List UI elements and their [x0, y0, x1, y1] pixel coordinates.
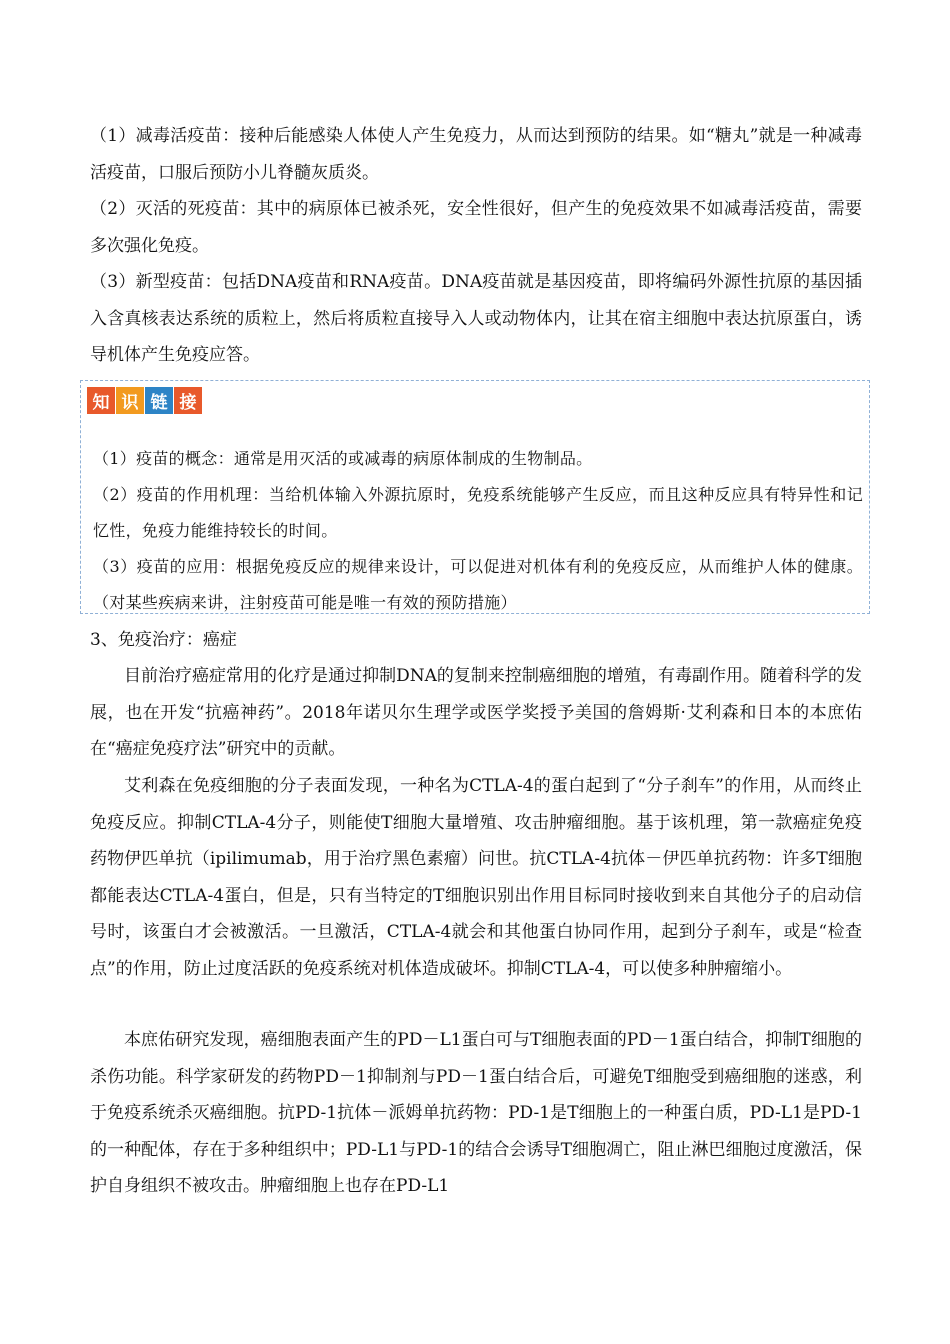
knowledge-link-box [80, 380, 870, 614]
paragraph-new-vaccine: （3）新型疫苗：包括DNA疫苗和RNA疫苗。DNA疫苗就是基因疫苗，即将编码外源性抗原的基因插入含真核表达系统的质粒上，然后将质粒直接导入人或动物体内，让其在宿主细胞中表达抗原蛋白，诱导机体产生免疫应答。 [90, 272, 862, 365]
section-heading: 3、免疫治疗：癌症 [90, 630, 237, 650]
badge-char: 识 [116, 387, 144, 414]
knowledge-item-concept: （1）疫苗的概念：通常是用灭活的或减毒的病原体制成的生物制品。 [93, 449, 593, 468]
badge-char: 知 [87, 387, 115, 414]
paragraph-attenuated-vaccine: （1）减毒活疫苗：接种后能感染人体使人产生免疫力，从而达到预防的结果。如“糖丸”就是一种减毒活疫苗，口服后预防小儿脊髓灰质炎。 [90, 126, 862, 183]
paragraph-chemotherapy: 目前治疗癌症常用的化疗是通过抑制DNA的复制来控制癌细胞的增殖，有毒副作用。随着科学的发展，也在开发“抗癌神药”。2018年诺贝尔生理学或医学奖授予美国的詹姆斯·艾利森和日本的本庶佑在“癌症免疫疗法”研究中的贡献。 [90, 666, 862, 759]
knowledge-item-application: （3）疫苗的应用：根据免疫反应的规律来设计，可以促进对机体有利的免疫反应，从而维护人体的健康。（对某些疾病来讲，注射疫苗可能是唯一有效的预防措施） [93, 557, 863, 612]
paragraph-inactivated-vaccine: （2）灭活的死疫苗：其中的病原体已被杀死，安全性很好，但产生的免疫效果不如减毒活疫苗，需要多次强化免疫。 [90, 199, 862, 256]
knowledge-link-badge [87, 387, 202, 414]
paragraph-ctla4: 艾利森在免疫细胞的分子表面发现，一种名为CTLA-4的蛋白起到了“分子刹车”的作用，从而终止免疫反应。抑制CTLA-4分子，则能使T细胞大量增殖、攻击肿瘤细胞。基于该机理，第一款癌症免疫药物伊匹单抗（ipilimumab，用于治疗黑色素瘤）问世。抗CTLA-4抗体－伊匹单抗药物：许多T细胞都能表达CTLA-4蛋白，但是，只有当特定的T细胞识别出作用目标同时接收到来自其他分子的启动信号时，该蛋白才会被激活。一旦激活，CTLA-4就会和其他蛋白协同作用，起到分子刹车，或是“检查点”的作用，防止过度活跃的免疫系统对机体造成破坏。抑制CTLA-4，可以使多种肿瘤缩小。 [90, 776, 862, 979]
badge-char: 接 [174, 387, 202, 414]
knowledge-item-mechanism: （2）疫苗的作用机理：当给机体输入外源抗原时，免疫系统能够产生反应，而且这种反应具有特异性和记忆性，免疫力能维持较长的时间。 [93, 485, 863, 540]
badge-char: 链 [145, 387, 173, 414]
paragraph-pd1: 本庶佑研究发现，癌细胞表面产生的PD－L1蛋白可与T细胞表面的PD－1蛋白结合，抑制T细胞的杀伤功能。科学家研发的药物PD－1抑制剂与PD－1蛋白结合后，可避免T细胞受到癌细胞的迷惑，利于免疫系统杀灭癌细胞。抗PD-1抗体－派姆单抗药物：PD-1是T细胞上的一种蛋白质，PD-L1是PD-1的一种配体，存在于多种组织中；PD-L1与PD-1的结合会诱导T细胞凋亡，阻止淋巴细胞过度激活，保护自身组织不被攻击。肿瘤细胞上也存在PD-L1 [90, 1030, 862, 1196]
